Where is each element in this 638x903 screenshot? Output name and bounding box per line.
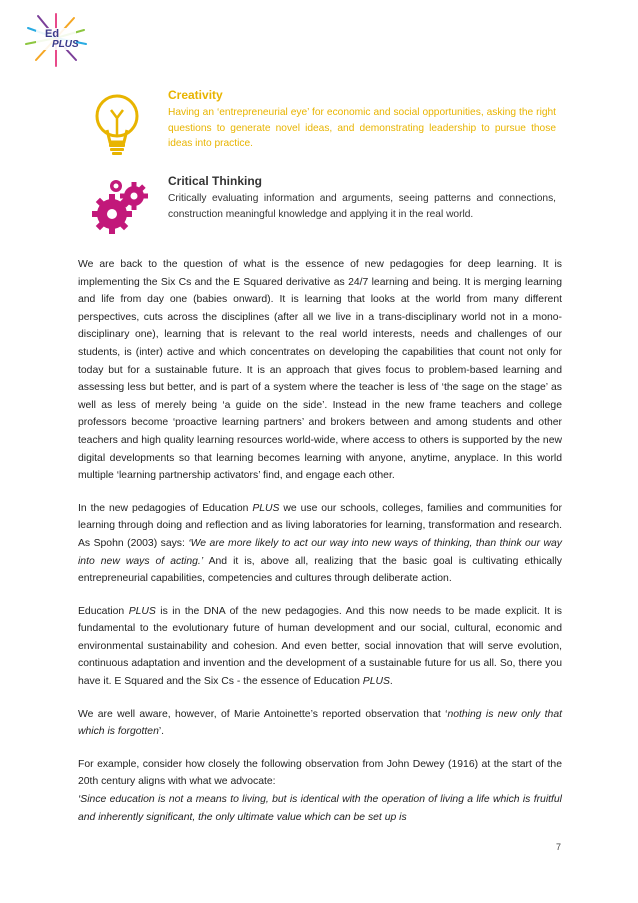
creativity-title: Creativity [168,88,223,102]
paragraph-5: For example, consider how closely the following observation from John Dewey (1916) at the start of the 20th century aligns with what we advocate: [78,758,562,788]
critical-thinking-title: Critical Thinking [168,174,263,188]
logo-plus-text: PLUS [52,39,79,50]
logo-ed-text: Ed [45,28,60,40]
lightbulb-icon [88,92,146,163]
creativity-description: Having an ‘entrepreneurial eye’ for economic and social opportunities, asking the right questions to generate novel ideas, and demonstrating leadership to pursue those ideas into practice. [168,107,556,149]
paragraph-3: Education PLUS is in the DNA of the new pedagogies. And this now needs to be made explicit. It is fundamental to the evolutionary future of human development and our social, cultural, economic and environmental sustainability and cohesion. And even better, social innovation that will serve evolution, continuous adaptation and invention and the development of a sustainable future for us all. So, there you have it. E Squared and the Six Cs - the essence of Education PLUS. [78,605,562,688]
edplus-logo [22,12,92,68]
gears-icon [88,176,152,243]
creativity-feature [80,88,560,158]
paragraph-4: We are well aware, however, of Marie Antoinette’s reported observation that ‘nothing is new only that which is forgotten’. [78,708,562,738]
critical-thinking-description: Critically evaluating information and arguments, seeing patterns and connections, construction meaningful knowledge and applying it in the real world. [168,193,556,220]
dewey-quote: ‘Since education is not a means to living, but is identical with the operation of living a life which is fruitful and inherently significant, the only ultimate value which can be set up is [78,794,562,823]
page-number: 7 [556,842,562,852]
critical-thinking-feature [80,174,560,244]
paragraph-2: In the new pedagogies of Education PLUS we use our schools, colleges, families and communities for learning through doing and reflection and as living laboratories for learning, transformation and research. As Spohn (2003) says: ‘We are more likely to act our way into new ways of thinking, than think our way into new ways of acting.’ And it is, above all, realizing that the basic goal is cultivating ethically entrepreneurial capabilities, competencies and cultures through deliberate action. [78,502,563,585]
body-text [78,256,562,841]
paragraph-1: We are back to the question of what is the essence of new pedagogies for deep learning. It is implementing the Six Cs and the E Squared derivative as 24/7 learning and being. It is merging learning and life from day one (babies onward). It is learning that looks at the world from many different perspectives, cuts across the disciplines (after all we live in a trans-disciplinary world not in a mono-disciplinary one), learning that is relevant to the real world interests, needs and challenges of our students, is (inter) active and which concentrates on developing the capabilities that count not only for today but for a sustainable future. It is an approach that gives focus to problem-based learning and assessing less but better, and is part of a system where the teacher is less of ‘the sage on the stage’ as well as less of merely being ‘a guide on the side’. Instead in the new frame teachers and college professors become ‘proactive learning partners’ and brokers between and among students and other teachers and high quality learning resources world-wide, where access to others is supported by the new digital developments so that learning becomes learning with anyone, anytime, anyplace. In this world multiple ‘learning partnership activators’ find, and engage each other. [78,259,562,482]
